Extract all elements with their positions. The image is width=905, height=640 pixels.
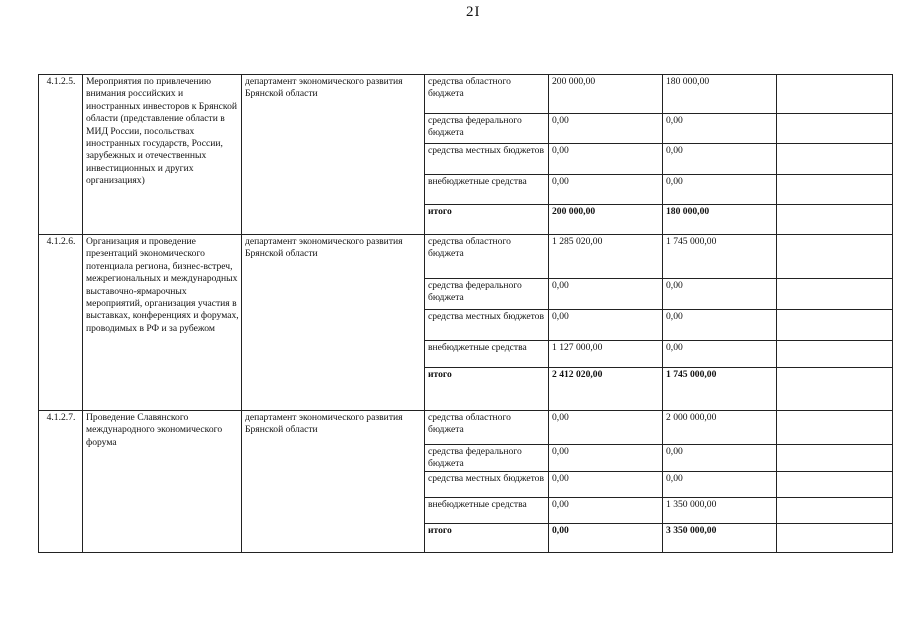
funding-source: средства федерального бюджета <box>425 445 549 472</box>
amount-value: 0,00 <box>549 175 663 205</box>
amount-value: 0,00 <box>549 411 663 445</box>
amount-value: 0,00 <box>663 445 777 472</box>
executor: департамент экономического развития Брянской области <box>242 75 425 235</box>
activity-description: Проведение Славянского международного экономического форума <box>83 411 242 553</box>
amount-value: 1 127 000,00 <box>549 341 663 368</box>
funding-source: средства областного бюджета <box>425 75 549 114</box>
table-row <box>39 411 893 445</box>
total-value: 1 745 000,00 <box>663 368 777 411</box>
table-row <box>39 75 893 114</box>
total-value: 3 350 000,00 <box>663 523 777 552</box>
amount-value: 2 000 000,00 <box>663 411 777 445</box>
empty-cell <box>777 205 893 235</box>
amount-value: 0,00 <box>663 341 777 368</box>
funding-source: внебюджетные средства <box>425 497 549 523</box>
amount-value: 0,00 <box>663 279 777 310</box>
funding-source: внебюджетные средства <box>425 175 549 205</box>
total-label: итого <box>425 368 549 411</box>
activity-description: Мероприятия по привлечению внимания российских и иностранных инвесторов к Брянской области (представление области в МИД России, посольствах иностранных государств, России, зарубежных и отечественных инвестиционных и других организациях) <box>83 75 242 235</box>
page-number: 2I <box>466 4 481 20</box>
amount-value: 0,00 <box>549 114 663 144</box>
empty-cell <box>777 114 893 144</box>
activity-description: Организация и проведение презентаций экономического потенциала региона, бизнес-встреч, межрегиональных и международных выставочно-ярмарочных мероприятий, организация участия в выставках, конференциях и форумах, проводимых в РФ и за рубежом <box>83 235 242 411</box>
funding-source: средства областного бюджета <box>425 235 549 279</box>
empty-cell <box>777 471 893 497</box>
total-value: 2 412 020,00 <box>549 368 663 411</box>
total-value: 200 000,00 <box>549 205 663 235</box>
funding-source: средства местных бюджетов <box>425 310 549 341</box>
amount-value: 0,00 <box>549 471 663 497</box>
amount-value: 0,00 <box>549 279 663 310</box>
funding-source: средства федерального бюджета <box>425 279 549 310</box>
empty-cell <box>777 523 893 552</box>
amount-value: 0,00 <box>663 175 777 205</box>
amount-value: 0,00 <box>663 310 777 341</box>
empty-cell <box>777 411 893 445</box>
amount-value: 0,00 <box>549 144 663 175</box>
total-label: итого <box>425 523 549 552</box>
amount-value: 180 000,00 <box>663 75 777 114</box>
amount-value: 200 000,00 <box>549 75 663 114</box>
item-number: 4.1.2.6. <box>39 235 83 411</box>
amount-value: 1 745 000,00 <box>663 235 777 279</box>
empty-cell <box>777 445 893 472</box>
empty-cell <box>777 279 893 310</box>
empty-cell <box>777 497 893 523</box>
empty-cell <box>777 235 893 279</box>
amount-value: 0,00 <box>549 445 663 472</box>
funding-source: средства местных бюджетов <box>425 144 549 175</box>
empty-cell <box>777 368 893 411</box>
empty-cell <box>777 75 893 114</box>
funding-source: внебюджетные средства <box>425 341 549 368</box>
empty-cell <box>777 144 893 175</box>
executor: департамент экономического развития Брянской области <box>242 411 425 553</box>
empty-cell <box>777 175 893 205</box>
amount-value: 0,00 <box>663 144 777 175</box>
item-number: 4.1.2.7. <box>39 411 83 553</box>
total-value: 180 000,00 <box>663 205 777 235</box>
funding-source: средства местных бюджетов <box>425 471 549 497</box>
executor: департамент экономического развития Брянской области <box>242 235 425 411</box>
budget-table <box>38 74 893 553</box>
amount-value: 1 350 000,00 <box>663 497 777 523</box>
item-number: 4.1.2.5. <box>39 75 83 235</box>
amount-value: 0,00 <box>549 310 663 341</box>
funding-source: средства федерального бюджета <box>425 114 549 144</box>
amount-value: 0,00 <box>663 471 777 497</box>
total-value: 0,00 <box>549 523 663 552</box>
table-row <box>39 235 893 279</box>
amount-value: 0,00 <box>549 497 663 523</box>
empty-cell <box>777 341 893 368</box>
amount-value: 0,00 <box>663 114 777 144</box>
funding-source: средства областного бюджета <box>425 411 549 445</box>
total-label: итого <box>425 205 549 235</box>
amount-value: 1 285 020,00 <box>549 235 663 279</box>
empty-cell <box>777 310 893 341</box>
